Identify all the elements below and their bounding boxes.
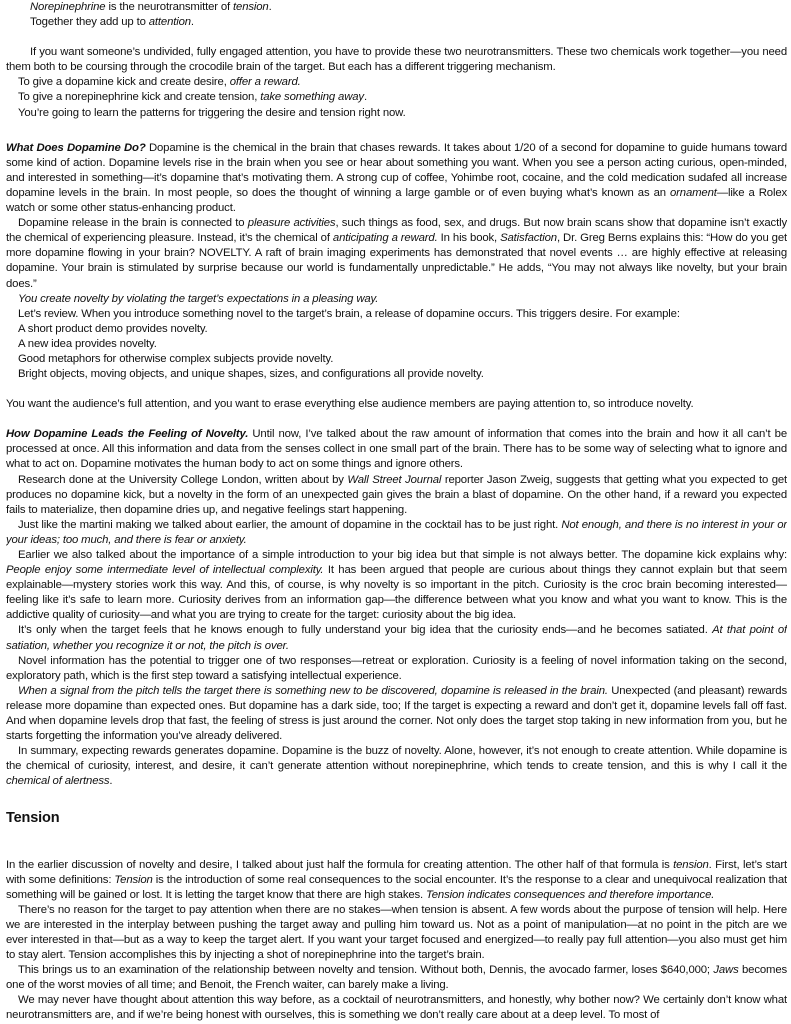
novelty-paragraph-4: Earlier we also talked about the importance of a simple introduction to your big idea but that simple is not always better. The dopamine kick explains why: People enjoy some intermediate level of intellectual complexity. It has been argued that people are curious about things they cannot explain but that seem explainable—mystery stories work this way. And this, of course, is why novelty is so important in the pitch. Curiosity is the croc brain becoming interested—feeling like it’s safe to learn more. Curiosity derives from an information gap—the difference between what you know and what you want to know. This is the addictive quality of curiosity—and what you are trying to create for the target: curiosity about the big idea.	[6, 549, 787, 622]
section-heading-novelty: How Dopamine Leads the Feeling of Novelty.	[6, 428, 249, 441]
tension-paragraph-1: In the earlier discussion of novelty and desire, I talked about just half the formula for creating attention. The other half of that formula is tension. First, let’s start with some definitions: Tension is the introduction of some real consequences to the social encounter. It’s the response to a clear and unequivocal realization that something will be gained or lost. It is letting the target know that there are high stakes. Tension indicates consequences and therefore importance.	[6, 858, 787, 901]
novelty-paragraph-3: Just like the martini making we talked about earlier, the amount of dopamine in the cocktail has to be just right. Not enough, and there is no interest in your or your ideas; too much, and there is fear or anxiety.	[6, 518, 787, 546]
novelty-paragraph-2: Research done at the University College London, written about by Wall Street Journal reporter Jason Zweig, suggests that getting what you expected to get produces no dopamine kick, but a novelty in the form of an unexpected gain gives the brain a blast of dopamine. On the other hand, if a reward you expected fails to materialize, then dopamine dries up, and negative feelings start happening.	[6, 473, 787, 516]
tension-paragraph-4: We may never have thought about attention this way before, as a cocktail of neurotransmitters, and honestly, why bother now? We certainly don’t know what neurotransmitters are, and if we’re being honest with ourselves, this is something we don’t really care about at a deep level. To most of	[6, 994, 787, 1022]
list-item: A new idea provides novelty.	[18, 337, 157, 350]
intro-line-take-away: To give a norepinephrine kick and create tension, take something away.	[18, 91, 367, 104]
novelty-paragraph-6: Novel information has the potential to trigger one of two responses—retreat or exploration. Curiosity is a feeling of novel information taking on the second, exploratory path, which is the first step toward a satisfying intellectual experience.	[6, 654, 787, 682]
intro-line-reward: To give a dopamine kick and create desire, offer a reward.	[18, 76, 301, 89]
dopamine-emphasis: You create novelty by violating the target’s expectations in a pleasing way.	[18, 292, 379, 305]
section-heading-tension: Tension	[6, 809, 60, 826]
novelty-paragraph-5: It’s only when the target feels that he knows enough to fully understand your big idea that the curiosity ends—and he becomes satiated. At that point of satiation, whether you recognize it or not, the pitch is over.	[6, 624, 787, 652]
tension-paragraph-3: This brings us to an examination of the relationship between novelty and tension. Without both, Dennis, the avocado farmer, loses $640,000; Jaws becomes one of the worst movies of all time; and Benoit, the French waiter, can barely make a living.	[6, 964, 787, 992]
novelty-paragraph-7: When a signal from the pitch tells the target there is something new to be discovered, dopamine is released in the brain. Unexpected (and pleasant) rewards release more dopamine than expected ones. But dopamine has a dark side, too; If the target is expecting a reward and don’t get it, dopamine levels fall off fast. And when dopamine levels drop that fast, the feeling of stress is just around the corner. Not only does the target stop taking in new information from you, but he starts forgetting the information you’ve already delivered.	[6, 684, 787, 743]
intro-line-norepinephrine: Norepinephrine is the neurotransmitter of tension.	[30, 1, 272, 13]
dopamine-paragraph-review: Let’s review. When you introduce something novel to the target’s brain, a release of dopamine occurs. This triggers desire. For example:	[18, 307, 680, 320]
dopamine-paragraph-2: Dopamine release in the brain is connected to pleasure activities, such things as food, sex, and drugs. But now brain scans show that dopamine isn’t exactly the chemical of experiencing pleasure. Instead, it’s the chemical of anticipating a reward. In his book, Satisfaction, Dr. Greg Berns explains this: “How do you get more dopamine flowing in your brain? NOVELTY. A raft of brain imaging experiments has demonstrated that novel events … are highly effective at releasing dopamine. Your brain is stimulated by surprise because our world is fundamentally unpredictable.” He adds, “You may not always like novelty, but your brain does.”	[6, 217, 787, 290]
section-heading-dopamine: What Does Dopamine Do?	[6, 141, 146, 154]
list-item: A short product demo provides novelty.	[18, 322, 208, 335]
document-page	[6, 0, 787, 1024]
tension-paragraph-2: There’s no reason for the target to pay attention when there are no stakes—when tension is absent. A few words about the purpose of tension will help. Here we are interested in the interplay between pushing the target away and pulling him toward us. Not as a point of manipulation—at no point in the pitch are we ever interested in that—but as a way to keep the target alert. If you want your target focused and energized—to really pay full attention—you also must get him to stay alert. Tension accomplishes this by injecting a shot of norepinephrine into the target’s brain.	[6, 903, 787, 962]
dopamine-paragraph-1: What Does Dopamine Do? Dopamine is the chemical in the brain that chases rewards. It takes about 1/20 of a second for dopamine to guide humans toward some kind of action. Dopamine levels rise in the brain when you see or hear about something you want. When you see a person acting curious, open-minded, and interested in something—it’s dopamine that’s motivating them. A strong cup of coffee, Yohimbe root, cocaine, and the cold medication sudafed all increase dopamine levels in the brain. In most people, so does the thought of winning a large gamble or of even buying what’s known as an ornament—like a Rolex watch or some other status-enhancing product.	[6, 141, 787, 215]
novelty-paragraph-8: In summary, expecting rewards generates dopamine. Dopamine is the buzz of novelty. Alone, however, it’s not enough to create attention. While dopamine is the chemical of curiosity, interest, and desire, it can’t generate attention without norepinephrine, which tends to create tension, and this is why I call it the chemical of alertness.	[6, 745, 787, 788]
intro-line-patterns: You’re going to learn the patterns for triggering the desire and tension right now.	[18, 106, 406, 119]
intro-paragraph: If you want someone’s undivided, fully engaged attention, you have to provide these two neurotransmitters. These two chemicals work together—you need them both to be coursing through the crocodile brain of the target. But each has a different triggering mechanism.	[6, 46, 787, 74]
dopamine-paragraph-audience: You want the audience’s full attention, and you want to erase everything else audience members are paying attention to, so introduce novelty.	[6, 398, 694, 411]
list-item: Bright objects, moving objects, and unique shapes, sizes, and configurations all provide novelty.	[18, 368, 484, 381]
list-item: Good metaphors for otherwise complex subjects provide novelty.	[18, 352, 334, 365]
novelty-paragraph-1: How Dopamine Leads the Feeling of Novelty. Until now, I’ve talked about the raw amount of information that comes into the brain and how it all can’t be processed at once. All this information and data from the senses collect in one small part of the brain. There has to be some way of selecting what to ignore and what to act on. Dopamine motivates the human body to act on some things and ignore others.	[6, 428, 787, 471]
intro-line-attention: Together they add up to attention.	[30, 16, 194, 29]
